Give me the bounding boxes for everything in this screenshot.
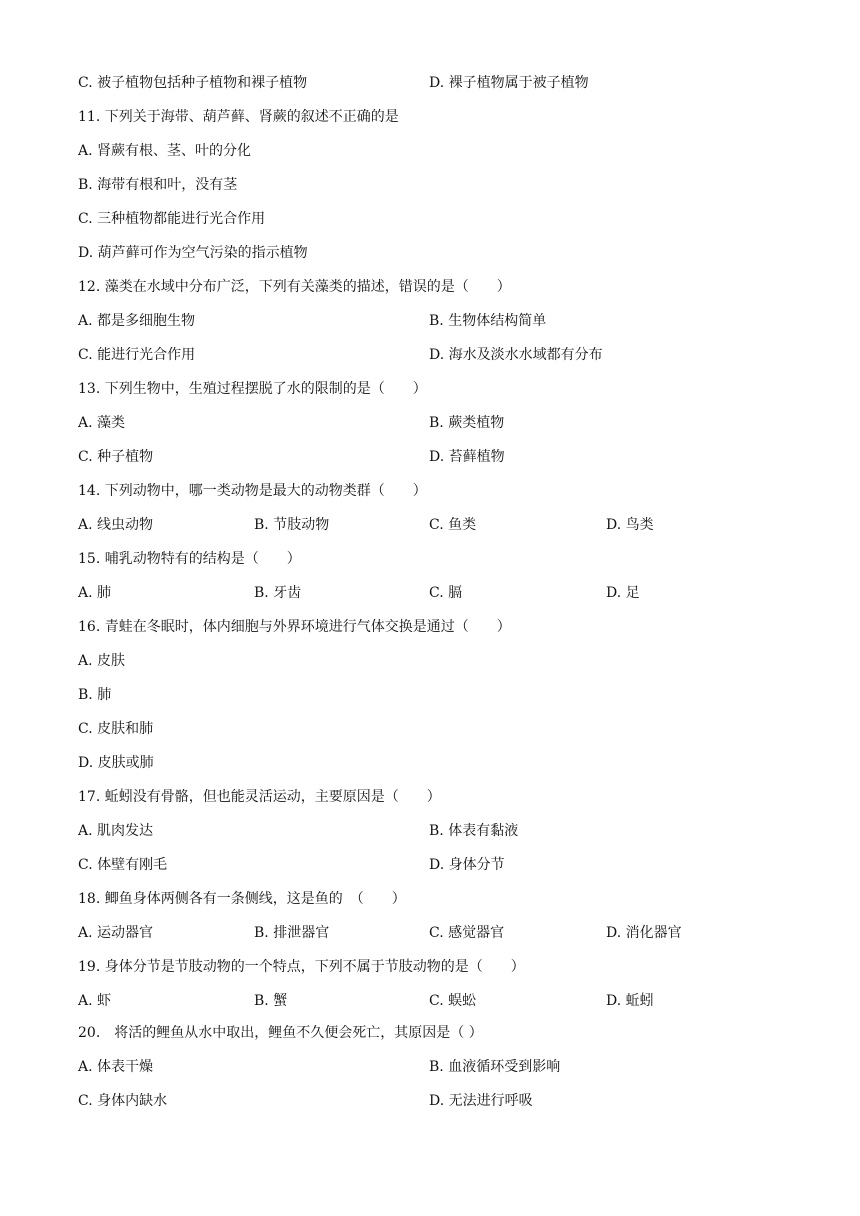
q12-option-b: B. 生物体结构简单	[429, 313, 547, 329]
q12-option-c: C. 能进行光合作用	[78, 347, 196, 363]
q20-option-b: B. 血液循环受到影响	[429, 1059, 561, 1075]
q17-option-b: B. 体表有黏液	[429, 823, 519, 839]
q19-stem: 19. 身体分节是节肢动物的一个特点，下列不属于节肢动物的是（ ）	[78, 959, 525, 975]
q10-option-c: C. 被子植物包括种子植物和裸子植物	[78, 75, 308, 91]
q18-option-d: D. 消化器官	[606, 925, 682, 941]
q18-option-c: C. 感觉器官	[429, 925, 505, 941]
q13-option-c: C. 种子植物	[78, 449, 154, 465]
q14-option-d: D. 鸟类	[606, 517, 654, 533]
q16-option-a: A. 皮肤	[78, 653, 126, 669]
q11-option-c: C. 三种植物都能进行光合作用	[78, 211, 266, 227]
q18-option-a: A. 运动器官	[78, 925, 154, 941]
q15-option-b: B. 牙齿	[254, 585, 302, 601]
q20-option-c: C. 身体内缺水	[78, 1093, 168, 1109]
q15-option-d: D. 足	[606, 585, 640, 601]
q20-stem: 20. 将活的鲤鱼从水中取出，鲤鱼不久便会死亡，其原因是（ ）	[78, 1025, 483, 1041]
q16-option-c: C. 皮肤和肺	[78, 721, 154, 737]
q20-option-a: A. 体表干燥	[78, 1059, 154, 1075]
q10-option-d: D. 裸子植物属于被子植物	[429, 75, 589, 91]
q17-option-d: D. 身体分节	[429, 857, 505, 873]
q11-option-d: D. 葫芦藓可作为空气污染的指示植物	[78, 245, 308, 261]
q12-option-d: D. 海水及淡水水域都有分布	[429, 347, 603, 363]
q14-stem: 14. 下列动物中，哪一类动物是最大的动物类群（ ）	[78, 483, 427, 499]
q13-stem: 13. 下列生物中，生殖过程摆脱了水的限制的是（ ）	[78, 381, 427, 397]
q14-option-b: B. 节肢动物	[254, 517, 330, 533]
q12-option-a: A. 都是多细胞生物	[78, 313, 196, 329]
q17-option-c: C. 体壁有刚毛	[78, 857, 168, 873]
q11-option-b: B. 海带有根和叶，没有茎	[78, 177, 238, 193]
q15-option-a: A. 肺	[78, 585, 112, 601]
q15-option-c: C. 膈	[429, 585, 463, 601]
q18-option-b: B. 排泄器官	[254, 925, 330, 941]
q12-stem: 12. 藻类在水域中分布广泛，下列有关藻类的描述，错误的是（ ）	[78, 279, 511, 295]
q15-stem: 15. 哺乳动物特有的结构是（ ）	[78, 551, 301, 567]
q20-option-d: D. 无法进行呼吸	[429, 1093, 533, 1109]
q16-option-d: D. 皮肤或肺	[78, 755, 154, 771]
q13-option-d: D. 苔藓植物	[429, 449, 505, 465]
q17-option-a: A. 肌肉发达	[78, 823, 154, 839]
q19-option-d: D. 蚯蚓	[606, 993, 654, 1009]
q18-stem: 18. 鲫鱼身体两侧各有一条侧线，这是鱼的 （ ）	[78, 891, 406, 907]
q19-option-a: A. 虾	[78, 993, 112, 1009]
q11-stem: 11. 下列关于海带、葫芦藓、肾蕨的叙述不正确的是	[78, 109, 399, 125]
q13-option-b: B. 蕨类植物	[429, 415, 505, 431]
q11-option-a: A. 肾蕨有根、茎、叶的分化	[78, 143, 252, 159]
q16-option-b: B. 肺	[78, 687, 112, 703]
q19-option-c: C. 蜈蚣	[429, 993, 477, 1009]
q13-option-a: A. 藻类	[78, 415, 126, 431]
q14-option-a: A. 线虫动物	[78, 517, 154, 533]
q17-stem: 17. 蚯蚓没有骨骼，但也能灵活运动，主要原因是（ ）	[78, 789, 441, 805]
q16-stem: 16. 青蛙在冬眠时，体内细胞与外界环境进行气体交换是通过（ ）	[78, 619, 511, 635]
q19-option-b: B. 蟹	[254, 993, 288, 1009]
q14-option-c: C. 鱼类	[429, 517, 477, 533]
